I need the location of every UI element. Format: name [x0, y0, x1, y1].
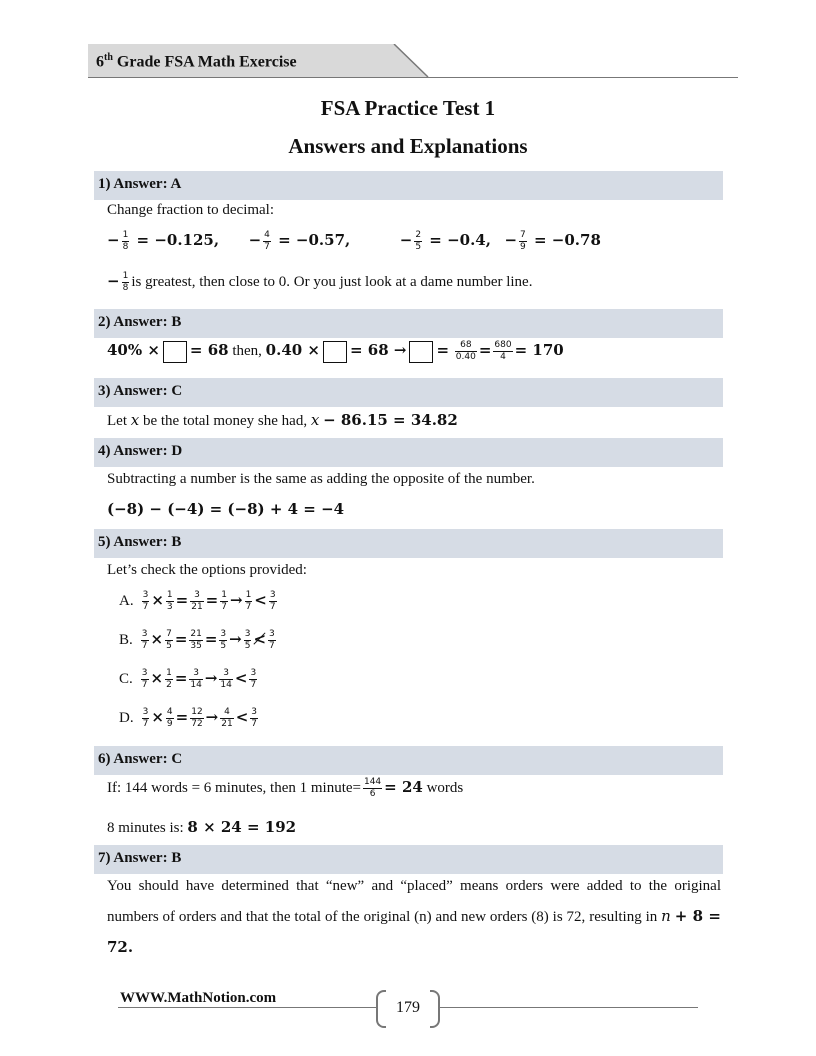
blank-box: [409, 341, 433, 363]
fraction: $\frac{21}{35}$: [190, 629, 202, 651]
footer-rule-right: [440, 1007, 698, 1008]
fraction: $\frac{3}{7}$: [269, 629, 275, 651]
q4-text: Subtracting a number is the same as adding the opposite of the number.: [107, 471, 535, 487]
fraction: $\frac{3}{14}$: [220, 668, 232, 690]
fraction: $\frac{3}{5}$: [244, 629, 251, 651]
fraction: $\frac{3}{7}$: [141, 629, 148, 651]
answer-band-6: 6) Answer: C: [94, 746, 723, 775]
fraction: $\frac{2}{5}$: [415, 230, 422, 252]
page-title: FSA Practice Test 1: [320, 96, 496, 120]
fraction: $\frac{12}{72}$: [191, 707, 203, 729]
fraction: $\frac{1}{7}$: [221, 590, 227, 612]
q5-option-c: C. $\frac{3}{7}$ × $\frac{1}{2}$ = $\frac{3}{14}$ → $\frac{3}{14}$ < $\frac{3}{7}$: [119, 668, 257, 690]
answer-band-2: 2) Answer: B: [94, 309, 723, 338]
q1-equations: − $\frac{1}{8}$ = −0.125, − $\frac{4}{7}$ = −0.57, − $\frac{2}{5}$ = −0.4, − $\frac{7}{9}$ = −0.78: [107, 230, 601, 252]
q4-equation: (−8) − (−4) = (−8) + 4 = −4: [107, 500, 345, 518]
q5-option-d: D. $\frac{3}{7}$ × $\frac{4}{9}$ = $\frac{12}{72}$ → $\frac{4}{21}$ < $\frac{3}{7}$: [119, 707, 258, 729]
fraction: $\frac{1}{7}$: [245, 590, 252, 612]
fraction: $\frac{3}{7}$: [269, 590, 276, 612]
fraction: $\frac{3}{7}$: [141, 668, 148, 690]
q3-text: Let x be the total money she had, x − 86.15 = 34.82: [107, 411, 458, 429]
fraction: $\frac{3}{7}$: [142, 707, 149, 729]
fraction: $\frac{3}{7}$: [251, 707, 258, 729]
q7-paragraph: You should have determined that “new” and “placed” means orders were added to the original numbers of orders and that the total of the original (n) and new orders (8) is 72, resulting in n + 8 = 72.: [107, 878, 721, 956]
fraction: $\frac{3}{7}$: [250, 668, 257, 690]
q6-line2: 8 minutes is: 8 × 24 = 192: [107, 818, 297, 836]
blank-box: [163, 341, 187, 363]
fraction: $\frac{1}{2}$: [166, 668, 172, 690]
fraction: $\frac{7}{9}$: [520, 230, 526, 252]
answer-band-1: 1) Answer: A: [94, 171, 723, 200]
page-number: 179: [396, 999, 420, 1016]
fraction: $\frac{3}{21}$: [191, 590, 203, 612]
answer-band-5: 5) Answer: B: [94, 529, 723, 558]
fraction: $\frac{3}{5}$: [220, 629, 227, 651]
fraction: $\frac{1}{3}$: [166, 590, 173, 612]
header-title: 6th Grade FSA Math Exercise: [96, 52, 297, 71]
blank-box: [323, 341, 347, 363]
answer-band-7: 7) Answer: B: [94, 845, 723, 874]
header-tab-edge: [388, 44, 438, 78]
fraction: $\frac{3}{7}$: [142, 590, 149, 612]
q5-option-a: A. $\frac{3}{7}$ × $\frac{1}{3}$ = $\frac{3}{21}$ = $\frac{1}{7}$ → $\frac{1}{7}$ < $\frac{3}{7}$: [119, 590, 276, 612]
fraction: $\frac{4}{21}$: [221, 707, 233, 729]
fraction: $\frac{7}{5}$: [166, 629, 172, 651]
fraction: $\frac{3}{14}$: [190, 668, 202, 690]
answer-band-3: 3) Answer: C: [94, 378, 723, 407]
page-subtitle: Answers and Explanations: [288, 134, 528, 158]
footer-url: WWW.MathNotion.com: [120, 990, 277, 1006]
answer-band-4: 4) Answer: D: [94, 438, 723, 467]
q2-equation: 40% × = 68 then, 0.40 × = 68 → = $\frac{68}{0.40}$ = $\frac{680}{4}$ = 170: [107, 340, 564, 362]
fraction: $\frac{4}{7}$: [264, 230, 270, 252]
fraction: $\frac{1}{8}$: [122, 230, 129, 252]
header-rule: [88, 77, 738, 78]
q6-line1: If: 144 words = 6 minutes, then 1 minute= $\frac{144}{6}$ = 24 words: [107, 777, 464, 799]
q5-intro: Let’s check the options provided:: [107, 562, 307, 578]
q1-intro: Change fraction to decimal:: [107, 202, 275, 218]
footer-rule-left: [118, 1007, 376, 1008]
fraction: $\frac{4}{9}$: [166, 707, 173, 729]
q5-option-b: B. $\frac{3}{7}$ × $\frac{7}{5}$ = $\frac{21}{35}$ = $\frac{3}{5}$ → $\frac{3}{5}$ ≮ $\frac{3}{7}$: [119, 629, 275, 651]
q1-conclusion: − $\frac{1}{8}$ is greatest, then close to 0. Or you just look at a dame number line.: [107, 271, 533, 293]
